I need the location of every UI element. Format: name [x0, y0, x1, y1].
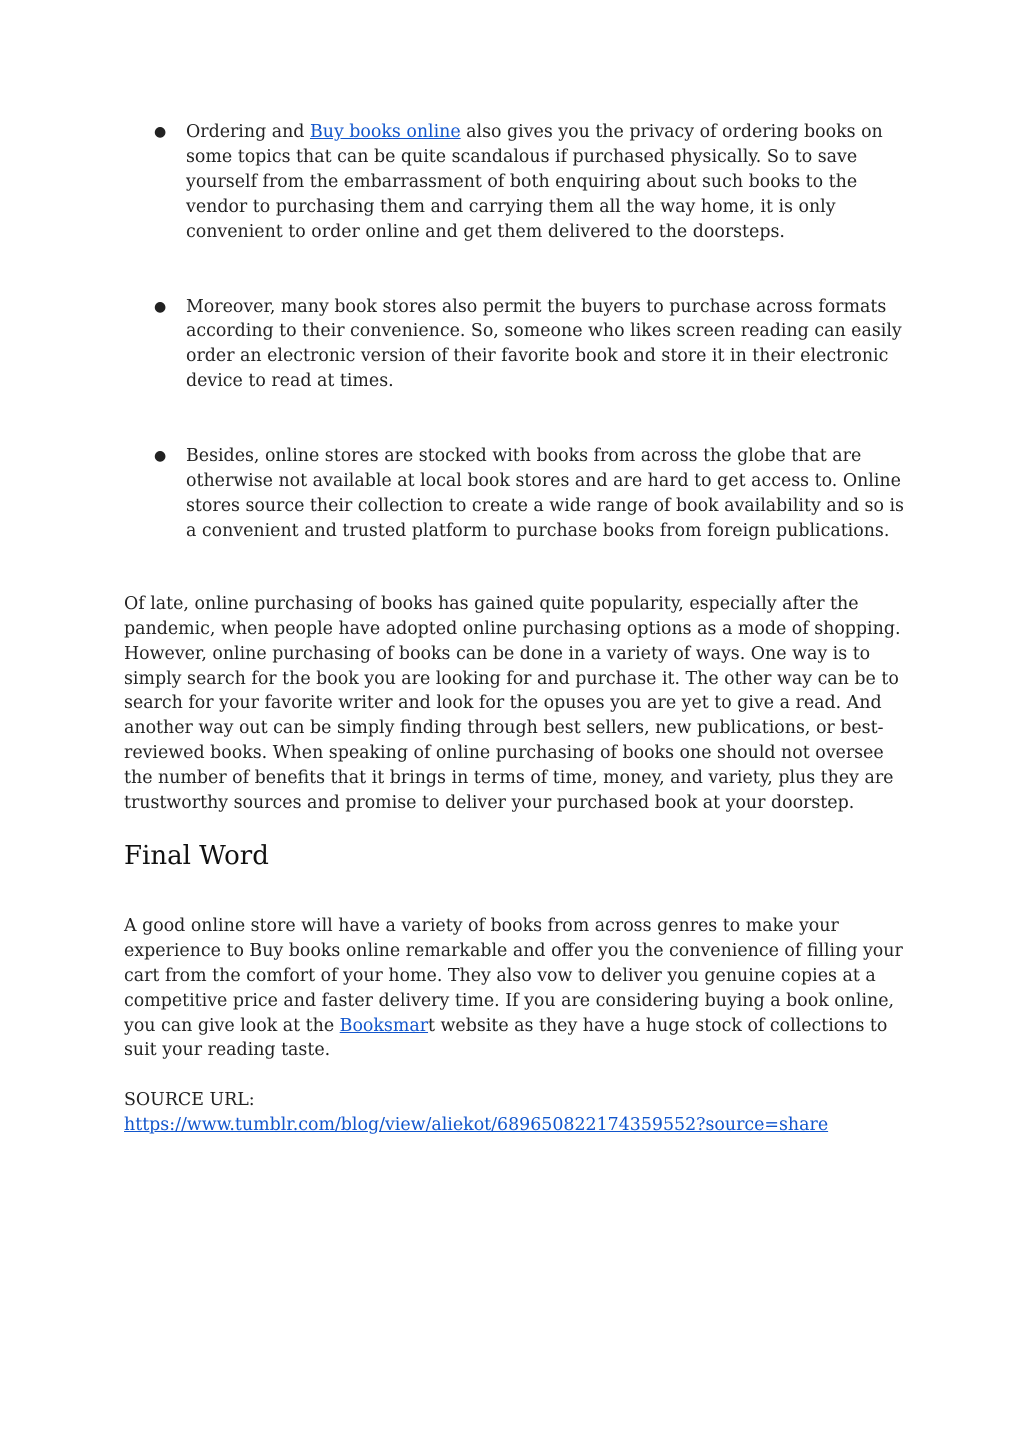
document-page — [124, 120, 904, 1138]
final-paragraph — [124, 914, 904, 1063]
section-heading: Final Word — [124, 840, 269, 871]
bullet-item — [124, 120, 904, 245]
bullet-text-start: Ordering and — [186, 122, 310, 142]
bullet-icon: ● — [154, 124, 167, 140]
bullet-text: Besides, online stores are stocked with books from across the globe that are otherwise not available at local book stores and are hard to get access to. Online stores source their collection to create a wide range of book availability and so is a convenient and trusted platform to purchase books from foreign publications. — [186, 446, 904, 541]
buy-books-online-link[interactable]: Buy books online — [309, 122, 461, 142]
source-url-label: SOURCE URL: — [124, 1090, 255, 1111]
bullet-item — [124, 295, 904, 395]
bullet-text-end: also gives you the privacy of ordering books on some topics that can be quite scandalous if purchased physically. So to save yourself from the embarrassment of both enquiring about such books to the vendor to purchasing them and carrying them all the way home, it is only convenient to order online and get them delivered to the doorsteps. — [186, 122, 883, 242]
bullet-icon: ● — [154, 448, 167, 465]
final-text-start: A good online store will have a variety of books from across genres to make your experience to Buy books online remarkable and offer you the convenience of filling your cart from the comfort of your home. They also vow to deliver you genuine copies at a competitive price and faster delivery time. If you are considering buying a book online, you can give look at the — [124, 915, 903, 1036]
bullet-icon: ● — [154, 298, 167, 315]
bullet-item — [124, 444, 904, 544]
source-url-link[interactable]: https://www.tumblr.com/blog/view/aliekot/689650822174359552?source=share — [124, 1115, 829, 1136]
bullet-text: Moreover, many book stores also permit the buyers to purchase across formats according to their convenience. So, someone who likes screen reading can easily order an electronic version of their favorite book and store it in their electronic device to read at times. — [186, 296, 902, 392]
benefits-bullet-list — [124, 120, 904, 544]
source-url-line — [124, 1113, 904, 1138]
booksmart-link[interactable]: Booksmar — [339, 1015, 429, 1036]
final-text-end: t website as they have a huge stock of collections to suit your reading taste. — [124, 1015, 888, 1061]
body-paragraph: Of late, online purchasing of books has gained quite popularity, especially after the pandemic, when people have adopted online purchasing options as a mode of shopping. However, online purchasing of books can be done in a variety of ways. One way is to simply search for the book you are looking for and purchase it. The other way can be to search for your favorite writer and look for the opuses you are yet to give a read. And another way out can be simply finding through best sellers, new publications, or best-reviewed books. When speaking of online purchasing of books one should not oversee the number of benefits that it brings in terms of time, money, and variety, plus they are trustworthy sources and promise to deliver your purchased book at your doorstep. — [124, 593, 901, 814]
